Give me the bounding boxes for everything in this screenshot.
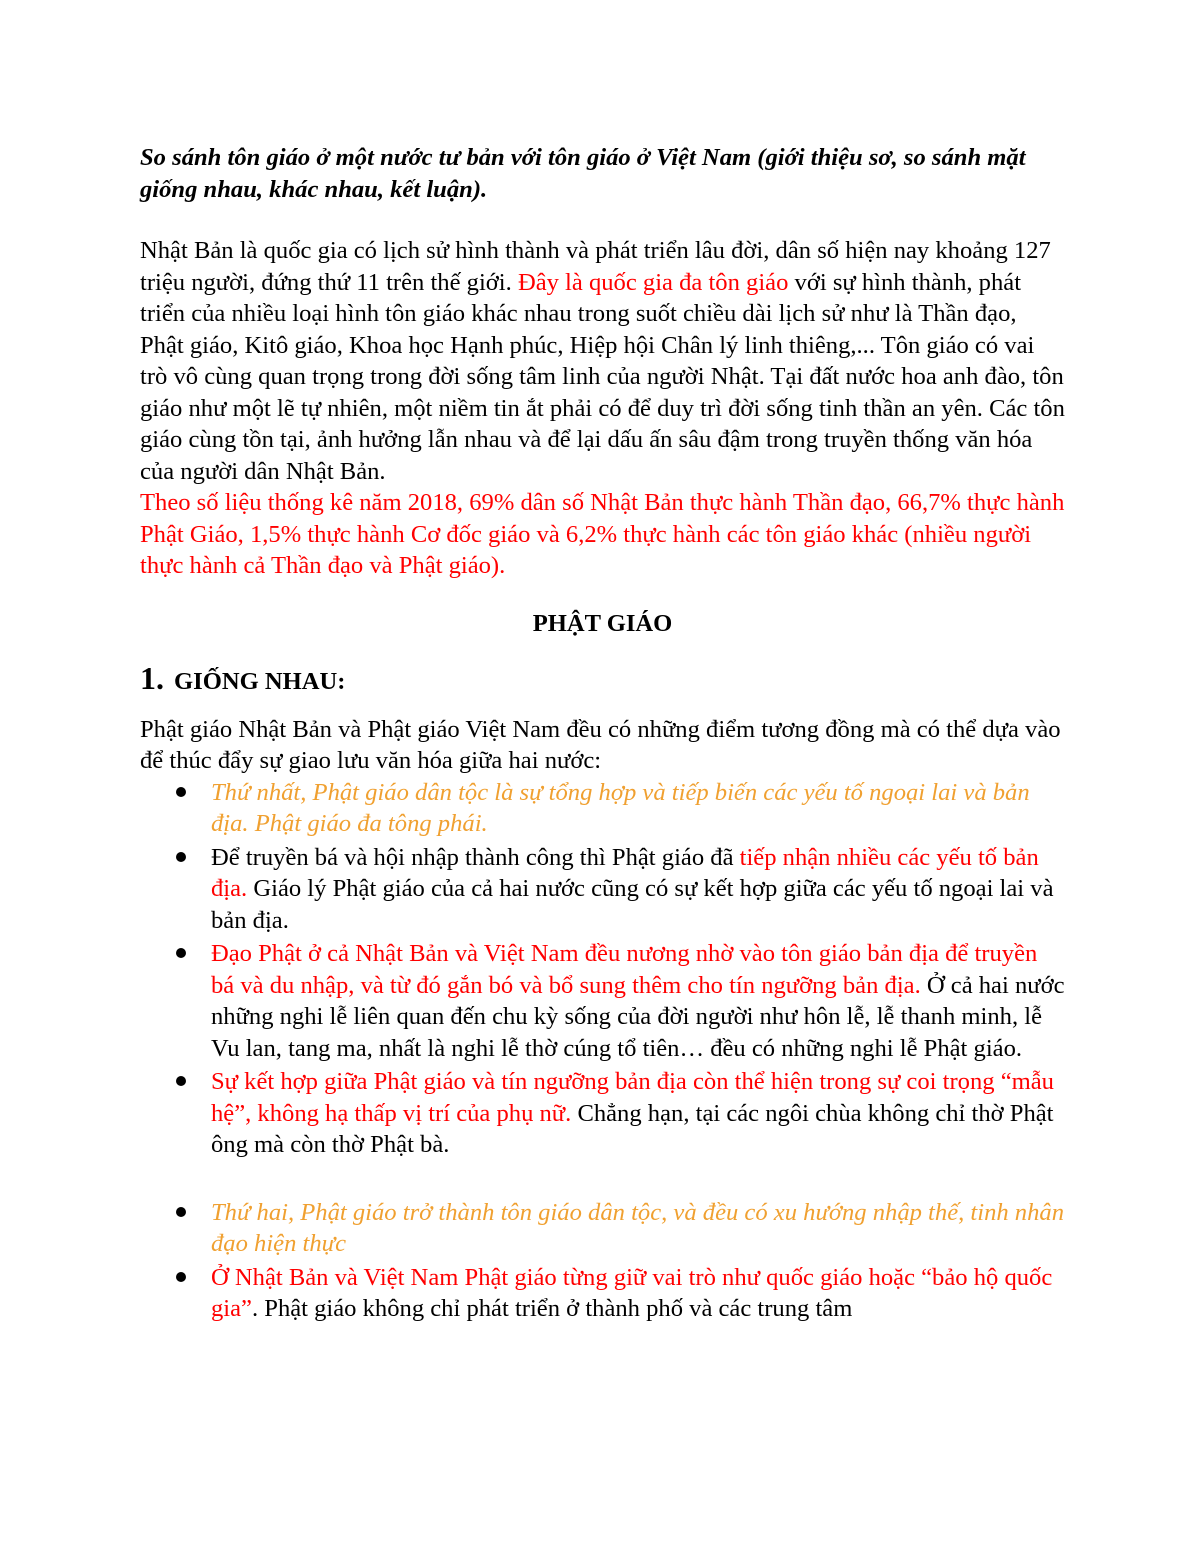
intro-highlight: Đây là quốc gia đa tôn giáo [517, 268, 789, 296]
bullet-3-highlight: Đạo Phật ở cả Nhật Bản và Việt Nam đều nương nhờ vào tôn giáo bản địa để truyền bá và du nhập, và từ đó gắn bó và bổ sung thêm cho tín ngưỡng bản địa. [211, 940, 1038, 999]
bullet-4-text: Chẳng hạn, tại các ngôi chùa không chỉ thờ Phật ông mà còn thờ Phật bà. [211, 1099, 1054, 1158]
bullet-6-text: . Phật giáo không chỉ phát triển ở thành phố và các trung tâm [251, 1295, 853, 1322]
list-item [140, 938, 1065, 1064]
bullet-icon [176, 1076, 186, 1086]
bullet-2-text-b: Giáo lý Phật giáo của cả hai nước cũng có sự kết hợp giữa các yếu tố ngoại lai và bản địa. [211, 875, 1054, 934]
bullet-6-highlight: Ở Nhật Bản và Việt Nam Phật giáo từng giữ vai trò như quốc giáo hoặc “bảo hộ quốc gia” [211, 1263, 1053, 1322]
document-title: So sánh tôn giáo ở một nước tư bản với tôn giáo ở Việt Nam (giới thiệu sơ, so sánh mặt giống nhau, khác nhau, kết luận). [140, 144, 1026, 203]
heading-similarities [140, 660, 1065, 698]
list-item [140, 1262, 1065, 1325]
list-item [140, 1197, 1065, 1260]
list-item [140, 777, 1065, 840]
intro-paragraph [140, 235, 1065, 487]
bullet-2-text-a: Để truyền bá và hội nhập thành công thì Phật giáo đã [211, 843, 740, 871]
bullet-4-highlight: Sự kết hợp giữa Phật giáo và tín ngưỡng bản địa còn thể hiện trong sự coi trọng “mẫu hệ”, không hạ thấp vị trí của phụ nữ. [211, 1068, 1054, 1127]
bullet-1-text: Thứ nhất, Phật giáo dân tộc là sự tổng hợp và tiếp biến các yếu tố ngoại lai và bản địa. Phật giáo đa tông phái. [211, 778, 1030, 837]
intro-text-b: với sự hình thành, phát triển của nhiều loại hình tôn giáo khác nhau trong suốt chiều dài lịch sử như là Thần đạo, Phật giáo, Kitô giáo, Khoa học Hạnh phúc, Hiệp hội Chân lý linh thiêng,... Tôn giáo có vai trò vô cùng quan trọng trong đời sống tâm linh của người Nhật. Tại đất nước hoa anh đào, tôn giáo như một lẽ tự nhiên, một niềm tin ắt phải có để duy trì đời sống tinh thần an yên. Các tôn giáo cùng tồn tại, ảnh hưởng lẫn nhau và để lại dấu ấn sâu đậm trong truyền thống văn hóa của người dân Nhật Bản. [140, 268, 1065, 485]
bullet-3-text: Ở cả hai nước những nghi lễ liên quan đến chu kỳ sống của đời người như hôn lễ, lễ thanh minh, lễ Vu lan, tang ma, nhất là nghi lễ thờ cúng tổ tiên… đều có những nghi lễ Phật giáo. [211, 971, 1065, 1062]
bullet-icon [176, 948, 186, 958]
document-page [140, 142, 1065, 1327]
bullet-icon [176, 787, 186, 797]
heading-number: 1. [140, 660, 164, 696]
bullet-list [140, 777, 1065, 1325]
bullet-icon [176, 1272, 186, 1282]
bullet-2-highlight: tiếp nhận nhiều các yếu tố bản địa. [211, 843, 1039, 902]
bullet-5-text: Thứ hai, Phật giáo trở thành tôn giáo dân tộc, và đều có xu hướng nhập thế, tinh nhân đạo hiện thực [211, 1198, 1064, 1257]
heading-label: GIỐNG NHAU: [174, 668, 346, 695]
list-item [140, 1066, 1065, 1161]
stats-paragraph: Theo số liệu thống kê năm 2018, 69% dân số Nhật Bản thực hành Thần đạo, 66,7% thực hành Phật Giáo, 1,5% thực hành Cơ đốc giáo và 6,2% thực hành các tôn giáo khác (nhiều người thực hành cả Thần đạo và Phật giáo). [140, 489, 1065, 579]
intro-text-a: Nhật Bản là quốc gia có lịch sử hình thành và phát triển lâu đời, dân số hiện nay khoảng 127 triệu người, đứng thứ 11 trên thế giới. [140, 237, 1051, 296]
bullet-icon [176, 1207, 186, 1217]
similar-intro: Phật giáo Nhật Bản và Phật giáo Việt Nam đều có những điểm tương đồng mà có thể dựa vào để thúc đẩy sự giao lưu văn hóa giữa hai nước: [140, 715, 1061, 774]
section-title: PHẬT GIÁO [532, 609, 673, 637]
bullet-icon [176, 852, 186, 862]
list-item [140, 842, 1065, 937]
